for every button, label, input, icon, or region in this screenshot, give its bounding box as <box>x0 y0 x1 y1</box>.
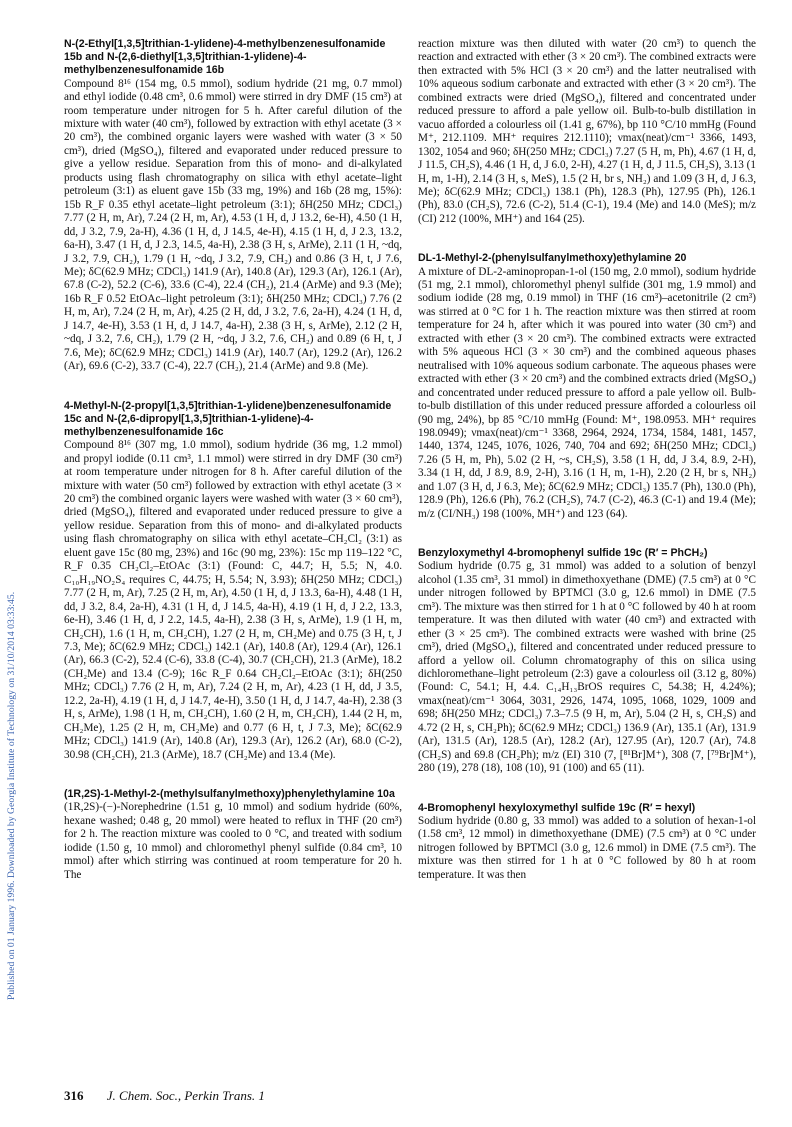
section-heading: 4-Methyl-N-(2-propyl[1,3,5]trithian-1-ylidene)benzenesulfonamide 15c and N-(2,6-dipropyl[1,3,5]trithian-1-ylidene)-4-methylbenzenesulfonamide 16c <box>64 399 392 438</box>
page-number: 316 <box>64 1088 84 1103</box>
download-notice <box>6 160 20 1000</box>
section-heading: DL-1-Methyl-2-(phenylsulfanylmethoxy)ethylamine 20 <box>418 252 687 265</box>
right-column <box>418 38 756 896</box>
left-column <box>64 38 402 896</box>
section-body: Sodium hydride (0.75 g, 31 mmol) was added to a solution of benzyl alcohol (1.35 cm³, 31 mmol) in dimethoxyethane (DME) (7.5 cm³) at 0 °C under nitrogen followed by BPTMCl (3.0 g, 12.6 mmol) in DME (7.5 cm³). The mixture was then stirred for 1 h at 0 °C followed by 40 h at room temperature. It was then diluted with water (40 cm³) and extracted with ether (3 × 25 cm³). The combined extracts were washed with brine (25 cm³), dried (MgSO₄), filtered and concentrated under reduced pressure to afford a yellow oil. Column chromatography of this on silica using dichloromethane–light petroleum (2:3) gave a colourless oil (3.12 g, 80%) (Found: C, 54.1; H, 4.4. C₁₄H₁₃BrOS requires C, 54.38; H, 4.24%); νmax(neat)/cm⁻¹ 3064, 3031, 2926, 1474, 1095, 1068, 1029, 1009 and 698; δH(250 MHz; CDCl₃) 7.3–7.5 (9 H, m, Ar), 5.04 (2 H, s, CH₂S) and 4.72 (2 H, s, CH₂Ph); δC(62.9 MHz; CDCl₃) 136.9 (Ar), 135.1 (Ar), 131.9 (Ar), 131.5 (Ar), 128.5 (Ar), 128.2 (Ar), 127.95 (Ar), 120.7 (Ar), 74.8 (CH₂S) and 69.8 (CH₂Ph); m/z (EI) 310 (7, [⁸¹Br]M⁺), 308 (7, [⁷⁹Br]M⁺), 280 (19), 278 (18), 108 (10), 91 (100) and 65 (11). <box>418 560 756 775</box>
section-heading: 4-Bromophenyl hexyloxymethyl sulfide 19c (R′ = hexyl) <box>418 801 696 814</box>
section-body: (1R,2S)-(−)-Norephedrine (1.51 g, 10 mmol) and sodium hydride (60%, hexane washed; 0.48 g, 20 mmol) were heated to reflux in THF (20 cm³) for 2 h. The reaction mixture was cooled to 0 °C, and treated with sodium iodide (1.50 g, 10 mmol) and chloromethyl phenyl sulfide (0.84 cm³, 10 mmol) after which stirring was continued at room temperature for 20 h. The <box>64 801 402 881</box>
section-body: Sodium hydride (0.80 g, 33 mmol) was added to a solution of hexan-1-ol (1.58 cm³, 12 mmol) in dimethoxyethane (DME) (7.5 cm³) at 0 °C under nitrogen followed by BPTMCl (3.0 g, 12.6 mmol) in DME (7.5 cm³). The mixture was then stirred for 1 h at 0 °C followed by 80 h at room temperature. It was then <box>418 814 756 881</box>
download-notice-text: Published on 01 January 1996. Downloaded by Georgia Institute of Technology on 31/10/2014 03:33:45. <box>6 591 17 1000</box>
section-body: Compound 8¹⁶ (307 mg, 1.0 mmol), sodium hydride (36 mg, 1.2 mmol) and propyl iodide (0.11 cm³, 1.1 mmol) were stirred in dry DMF (30 cm³) at room temperature under nitrogen for 8 h. After careful dilution of the mixture with water (50 cm³) followed by extraction with ethyl acetate (3 × 20 cm³) the combined organic layers were washed with water (3 × 60 cm³), dried (MgSO₄), filtered and evaporated under reduced pressure to give a yellow residue. Separation from this of mono- and di-alkylated products using flash chromatography on silica with ethyl acetate–CH₂Cl₂ (3:1) as eluent gave 15c (80 mg, 23%) and 16c (90 mg, 23%): 15c mp 119–122 °C, R_F 0.35 CH₂Cl₂–EtOAc (3:1) (Found: C, 44.7; H, 5.5; N, 4.0. C₁₀H₁₉NO₂S₄ requires C, 44.75; H, 5.54; N, 3.93); δH(250 MHz; CDCl₃) 7.77 (2 H, m, Ar), 7.25 (2 H, m, Ar), 4.50 (1 H, d, J 13.3, 6a-H), 4.48 (1 H, dd, J 3.2, 8.4, 2a-H), 4.31 (1 H, d, J 14.5, 4a-H), 4.19 (1 H, d, J 2.2, 13.3, 6e-H), 3.46 (1 H, d, J 2.2, 14.5, 4a-H), 2.38 (3 H, s, ArMe), 1.9 (1 H, m, CH₂CH), 1.6 (1 H, m, CH₂CH), 1.27 (2 H, m, CH₂Me) and 0.75 (3 H, t, J 7.3, Me); δC(62.9 MHz; CDCl₃) 142.1 (Ar), 140.8 (Ar), 129.4 (Ar), 126.1 (Ar), 66.3 (C-2), 52.4 (C-6), 33.8 (C-4), 30.7 (CH₂CH), 21.3 (ArMe), 18.2 (CH₂Me) and 13.4 (C-9); 16c R_F 0.64 CH₂Cl₂–EtOAc (3:1); δH(250 MHz; CDCl₃) 7.76 (2 H, m, Ar), 7.24 (2 H, m, Ar), 4.23 (1 H, dd, J 3.5, 12.2, 2a-H), 4.19 (1 H, d, J 14.7, 4e-H), 3.50 (1 H, d, J 14.7, 4a-H), 2.38 (3 H, s, ArMe), 1.98 (1 H, m, CH₂CH), 1.60 (2 H, m, CH₂CH), 1.44 (2 H, m, CH₂Me), 1.25 (2 H, m, CH₂Me) and 0.77 (6 H, t, J 7.3, Me); δC(62.9 MHz; CDCl₃) 141.9 (Ar), 140.8 (Ar), 129.3 (Ar), 126.2 (Ar), 68.0 (C-2), 30.98 (CH₂CH), 21.3 (ArMe), 18.7 (CH₂Me) and 13.4 (Me). <box>64 439 402 761</box>
journal-name: J. Chem. Soc., Perkin Trans. 1 <box>106 1088 265 1103</box>
section-heading: N-(2-Ethyl[1,3,5]trithian-1-ylidene)-4-methylbenzenesulfonamide 15b and N-(2,6-diethyl[1,3,5]trithian-1-ylidene)-4-methylbenzenesulfonamide 16b <box>64 38 386 77</box>
section-heading: Benzyloxymethyl 4-bromophenyl sulfide 19c (R′ = PhCH₂) <box>418 547 708 560</box>
section-body: Compound 8¹⁶ (154 mg, 0.5 mmol), sodium hydride (21 mg, 0.7 mmol) and ethyl iodide (0.48 cm³, 0.6 mmol) were stirred in dry DMF (15 cm³) at room temperature under nitrogen for 5 h. After careful dilution of the mixture with water (40 cm³), followed by extraction with ethyl acetate (3 × 20 cm³), the combined organic layers were washed with water (3 × 50 cm³), dried (MgSO₄), filtered and evaporated under reduced pressure to give a yellow residue. Separation from this of mono- and di-alkylated products using flash chromatography on silica with ethyl acetate–light petroleum (3:1) as eluent gave 15b (33 mg, 19%) and 16b (28 mg, 15%): 15b R_F 0.35 ethyl acetate–light petroleum (3:1); δH(250 MHz; CDCl₃) 7.77 (2 H, m, Ar), 7.24 (2 H, m, Ar), 4.53 (1 H, d, J 13.2, 6e-H), 4.50 (1 H, dd, J 3.2, 7.9, 2a-H), 4.36 (1 H, d, J 14.5, 4e-H), 4.15 (1 H, d, J 2.3, 13.2, 6a-H), 3.47 (1 H, d, J 2.3, 14.5, 4a-H), 2.38 (3 H, s, ArMe), 2.11 (1 H, ~dq, J 3.2, 7.9, CH₂), 1.79 (1 H, ~dq, J 3.2, 7.9, CH₂) and 0.86 (3 H, t, J 7.6, Me); δC(62.9 MHz; CDCl₃) 141.9 (Ar), 140.8 (Ar), 129.3 (Ar), 126.1 (Ar), 67.8 (C-2), 52.2 (C-6), 33.6 (C-4), 22.4 (CH₂), 21.4 (ArMe) and 9.3 (Me); 16b R_F 0.52 EtOAc–light petroleum (3:1); δH(250 MHz; CDCl₃) 7.76 (2 H, m, Ar), 7.24 (2 H, m, Ar), 4.25 (2 H, dd, J 3.2, 7.6, 2a-H), 4.24 (1 H, d, J 14.7, 4e-H), 3.53 (1 H, d, J 14.7, 4a-H), 2.38 (3 H, s, ArMe), 2.12 (2 H, ~dq, J 3.2, 7.6, CH₂), 1.79 (2 H, ~dq, J 3.2, 7.6, CH₂) and 0.89 (6 H, t, J 7.6, Me); δC(62.9 MHz; CDCl₃) 141.9 (Ar), 140.7 (Ar), 129.2 (Ar), 126.2 (Ar), 69.6 (C-2), 33.7 (C-4), 22.7 (CH₂), 21.4 (ArMe) and 9.8 (Me). <box>64 77 402 373</box>
section-heading: (1R,2S)-1-Methyl-2-(methylsulfanylmethoxy)phenylethylamine 10a <box>64 788 395 801</box>
page-footer <box>64 1088 265 1104</box>
section-body: reaction mixture was then diluted with water (20 cm³) to quench the reaction and extracted with ether (3 × 20 cm³). The combined extracts were then extracted with 5% HCl (3 × 20 cm³) and the latter neutralised with 10% aqueous sodium carbonate and extracted with ether (3 × 20 cm³). The combined extracts were dried (MgSO₄), filtered and concentrated under reduced pressure to afford a pale yellow oil. Bulb-to-bulb distillation in vacuo afforded a colourless oil (1.41 g, 67%), bp 110 °C/10 mmHg (Found M⁺, 212.1109. MH⁺ requires 212.1110); νmax(neat)/cm⁻¹ 3366, 1493, 1302, 1054 and 960; δH(250 MHz; CDCl₃) 7.27 (5 H, m, Ph), 4.67 (1 H, d, J 11.5, CH₂S), 4.46 (1 H, d, J 6.0, 2-H), 4.27 (1 H, d, J 11.5, CH₂S), 3.13 (1 H, m, 1-H), 2.14 (3 H, s, MeS), 1.5 (2 H, br s, NH₂) and 1.09 (3 H, d, J 6.3, Me); δC(62.9 MHz; CDCl₃) 138.1 (Ph), 128.3 (Ph), 127.95 (Ph), 126.1 (Ph), 83.0 (CH₂S), 72.6 (C-2), 51.4 (C-1), 19.4 (Me) and 14.0 (MeS); m/z (CI) 212 (100%, MH⁺) and 164 (25). <box>418 38 756 225</box>
section-body: A mixture of DL-2-aminopropan-1-ol (150 mg, 2.0 mmol), sodium hydride (51 mg, 2.1 mmol), chloromethyl phenyl sulfide (301 mg, 1.9 mmol) and sodium iodide (28 mg, 0.19 mmol) in THF (16 cm³)–acetonitrile (2 cm³) was stirred at 0 °C for 1 h. The reaction mixture was then stirred at room temperature for 24 h, after which it was poured into water (30 cm³) and extracted with ether (3 × 20 cm³). The combined extracts were extracted with 5% aqueous HCl (3 × 30 cm³) and the combined aqueous phases neutralised with 10% aqueous sodium carbonate. The aqueous phases were extracted with ether (3 × 20 cm³) and the combined extracts dried (MgSO₄) and concentrated under reduced pressure to afford a pale yellow oil. Bulb-to-bulb distillation of this under reduced pressure afforded a colourless oil (90 mg, 24%), bp 85 °C/10 mmHg (Found: M⁺, 198.0953. MH⁺ requires 198.0949); νmax(neat)/cm⁻¹ 3368, 2964, 2924, 1734, 1584, 1481, 1457, 1440, 1374, 1245, 1076, 1026, 740, 704 and 692; δH(250 MHz; CDCl₃) 7.26 (5 H, m, Ph), 5.02 (2 H, ~s, CH₂S), 3.58 (1 H, dd, J 3.4, 8.9, 2-H), 3.34 (1 H, dd, J 8.9, 8.9, 2-H), 3.16 (1 H, m, 1-H), 2.20 (2 H, br s, NH₂) and 1.07 (3 H, d, J 6.3, Me); δC(62.9 MHz; CDCl₃) 135.7 (Ph), 130.0 (Ph), 128.9 (Ph), 126.6 (Ph), 76.2 (CH₂S), 74.7 (C-2), 46.3 (C-1) and 19.4 (Me); m/z (CI/NH₃) 198 (100%, MH⁺) and 123 (64). <box>418 265 756 520</box>
